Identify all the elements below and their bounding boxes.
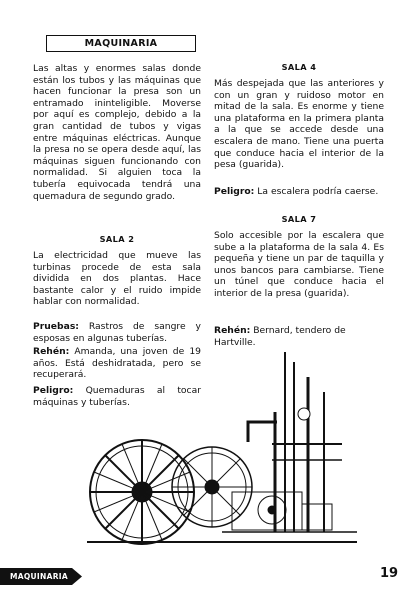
peligro-text-left: Quemaduras al tocar máquinas y tuberías. — [33, 385, 202, 408]
pruebas-text: Rastros de sangre y esposas en algunas tuberías. — [33, 321, 201, 344]
sala-7-heading: SALA 7 — [281, 214, 317, 224]
footer-section-label: MAQUINARIA — [10, 572, 68, 581]
peligro-label-left: Peligro: — [33, 385, 74, 396]
rehen-text-right: Bernard, tendero de Hartville. — [214, 325, 346, 348]
peligro-text-right: La escalera podría caerse. — [257, 186, 379, 197]
peligro-label-right: Peligro: — [214, 186, 255, 197]
sala-4-heading: SALA 4 — [281, 62, 317, 72]
machinery-illustration — [72, 332, 372, 560]
rehen-label-right: Rehén: — [214, 325, 251, 336]
intro-paragraph: Las altas y enormes salas donde están los tubos y las máquinas que hacen funcionar la presa son un entramado ininteligible. Moverse por aquí es complejo, debido a la gran cantidad de tubos y vigas entre máquinas eléctricas. Aunque la presa no se opera desde aquí, las máquinas siguen funcionando con normalidad. Si alguien toca la tubería equivocada tendrá una quemadura de segundo grado. — [33, 63, 201, 202]
sala-2-text: La electricidad que mueve las turbinas procede de esta sala dividida en dos plantas. Hace bastante calor y el ruido impide hablar con normalidad. — [33, 250, 201, 308]
pruebas-label: Pruebas: — [33, 321, 79, 332]
page-number: 19 — [380, 566, 399, 581]
peligro-entry-right — [214, 186, 384, 198]
section-title: MAQUINARIA — [46, 35, 196, 52]
sala-2-heading: SALA 2 — [99, 234, 135, 244]
rehen-text-left: Amanda, una joven de 19 años. Está deshidratada, pero se recuperará. — [33, 346, 202, 381]
sala-4-text: Más despejada que las anteriores y con un gran y ruidoso motor en mitad de la sala. Es enorme y tiene una plataforma en la primera planta a la que se accede desde una escalera de mano. Tiene una puerta que conduce hacia el interior de la pesa (guarida). — [214, 78, 384, 171]
rehen-label-left: Rehén: — [33, 346, 70, 357]
sala-7-text: Solo accesible por la escalera que sube a la plataforma de la sala 4. Es pequeña y tiene un par de taquilla y unos bancos para cambiarse. Tiene un túnel que conduce hacia el interior de la presa (guarida). — [214, 230, 384, 299]
